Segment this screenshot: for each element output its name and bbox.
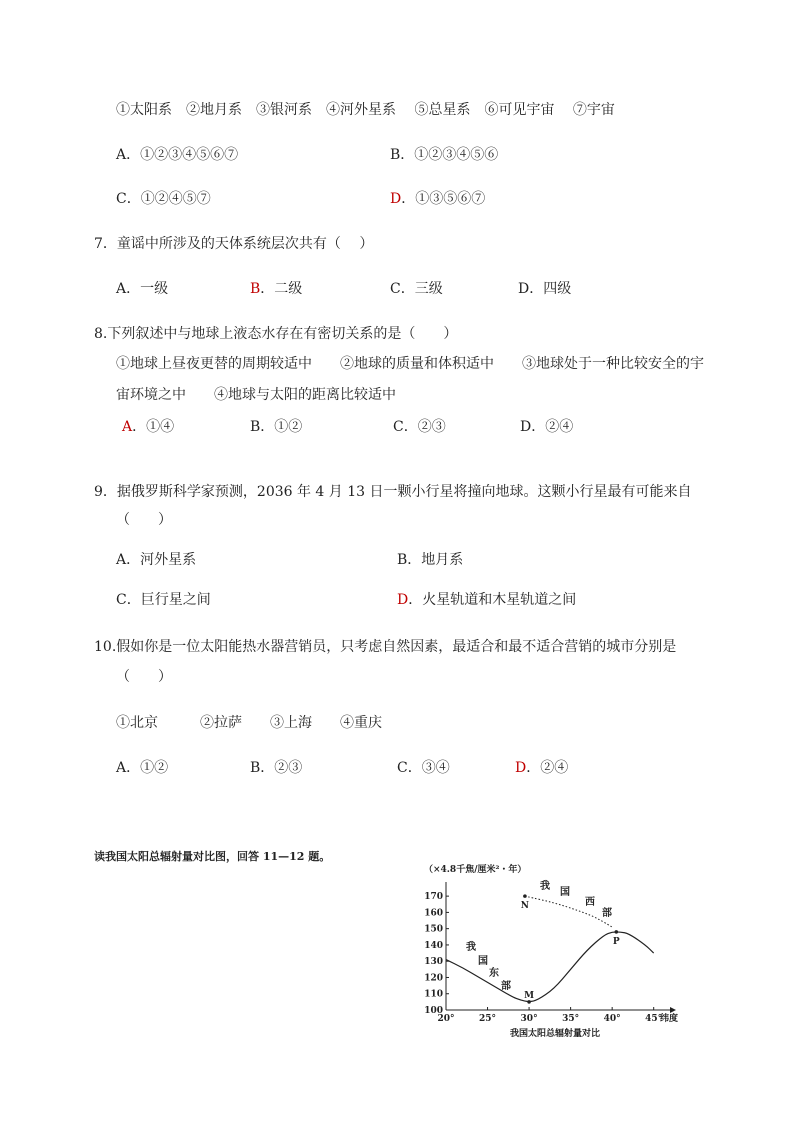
q7-option-b: B．二级 bbox=[250, 281, 303, 297]
x-tick-label: 25° bbox=[479, 1014, 497, 1024]
x-axis-label: 纬度 bbox=[659, 1014, 678, 1024]
y-tick-label: 150 bbox=[424, 924, 443, 935]
q9-option-a: A．河外星系 bbox=[116, 552, 197, 568]
y-tick-label: 170 bbox=[424, 892, 443, 903]
x-tick-label: 35° bbox=[562, 1014, 580, 1024]
q10-option-c: C．③④ bbox=[397, 760, 450, 776]
west-label-char: 部 bbox=[602, 908, 612, 919]
solar-radiation-chart bbox=[410, 858, 700, 1043]
q9-option-d: D．火星轨道和木星轨道之间 bbox=[397, 592, 577, 608]
q6-items: ①太阳系 ②地月系 ③银河系 ④河外星系 ⑤总星系 ⑥可见宇宙 ⑦宇宙 bbox=[116, 102, 615, 118]
east-label-char: 部 bbox=[501, 981, 511, 992]
x-axis-arrow bbox=[670, 1007, 676, 1013]
q6-option-a: A．①②③④⑤⑥⑦ bbox=[116, 147, 239, 163]
q8-line-2: 宙环境之中 ④地球与太阳的距离比较适中 bbox=[116, 387, 396, 403]
q10-option-d: D．②④ bbox=[515, 760, 569, 776]
chart-unit-label: （×4.8千焦/厘米²・年） bbox=[424, 865, 527, 875]
chart-axes bbox=[424, 882, 678, 1024]
x-tick-label: 40° bbox=[603, 1014, 621, 1024]
point-label-n: N bbox=[520, 901, 530, 912]
q8-option-b: B．①② bbox=[250, 419, 303, 435]
q10-items: ①北京 ②拉萨 ③上海 ④重庆 bbox=[116, 715, 382, 731]
x-tick-label: 20° bbox=[437, 1014, 455, 1024]
point-p bbox=[615, 930, 619, 934]
point-n bbox=[523, 894, 527, 898]
q9-paren: （ ） bbox=[116, 512, 172, 528]
figure-intro: 读我国太阳总辐射量对比图，回答 11—12 题。 bbox=[94, 850, 331, 863]
q8-option-d: D．②④ bbox=[520, 419, 574, 435]
west-label-char: 西 bbox=[585, 897, 595, 908]
q7-option-a: A．一级 bbox=[116, 281, 169, 297]
q6-option-d: D．①③⑤⑥⑦ bbox=[390, 191, 486, 207]
west-label-char: 国 bbox=[560, 887, 570, 898]
east-label-char: 我 bbox=[466, 942, 476, 953]
q9-option-c: C．巨行星之间 bbox=[116, 592, 211, 608]
y-tick-label: 100 bbox=[424, 1006, 443, 1016]
q10-option-b: B．②③ bbox=[250, 760, 303, 776]
east-label-char: 国 bbox=[478, 956, 488, 967]
y-tick-label: 130 bbox=[424, 957, 443, 968]
q8-option-a: A．①④ bbox=[122, 419, 175, 435]
series-west-line bbox=[525, 896, 612, 927]
point-label-m: M bbox=[524, 990, 535, 1001]
x-tick-label: 45° bbox=[645, 1014, 663, 1024]
y-tick-label: 120 bbox=[424, 973, 443, 984]
west-label-char: 我 bbox=[540, 881, 550, 892]
q9-option-b: B．地月系 bbox=[397, 552, 464, 568]
y-tick-label: 140 bbox=[424, 940, 443, 951]
q10-paren: （ ） bbox=[116, 669, 172, 685]
point-label-p: P bbox=[612, 936, 620, 947]
q8-stem: 8.下列叙述中与地球上液态水存在有密切关系的是（ ） bbox=[94, 326, 458, 342]
q8-option-c: C．②③ bbox=[393, 419, 446, 435]
q10-stem: 10.假如你是一位太阳能热水器营销员，只考虑自然因素，最适合和最不适合营销的城市分别是 bbox=[94, 639, 677, 655]
chart-caption: 我国太阳总辐射量对比 bbox=[509, 1029, 601, 1039]
y-tick-label: 160 bbox=[424, 908, 443, 919]
q7-option-c: C．三级 bbox=[390, 281, 443, 297]
east-label-char: 东 bbox=[489, 968, 499, 979]
q6-option-b: B．①②③④⑤⑥ bbox=[390, 147, 499, 163]
q10-option-a: A．①② bbox=[116, 760, 169, 776]
chart-marks bbox=[446, 879, 654, 1004]
q8-line-1: ①地球上昼夜更替的周期较适中 ②地球的质量和体积适中 ③地球处于一种比较安全的宇 bbox=[116, 356, 704, 372]
q7-stem: 7．童谣中所涉及的天体系统层次共有（ ） bbox=[94, 236, 374, 252]
x-tick-label: 30° bbox=[520, 1014, 538, 1024]
q7-option-d: D．四级 bbox=[518, 281, 572, 297]
q9-stem: 9．据俄罗斯科学家预测，2036 年 4 月 13 日一颗小行星将撞向地球。这颗小行星最有可能来自 bbox=[94, 484, 692, 500]
y-tick-label: 110 bbox=[424, 989, 443, 1000]
q6-option-c: C．①②④⑤⑦ bbox=[116, 191, 211, 207]
